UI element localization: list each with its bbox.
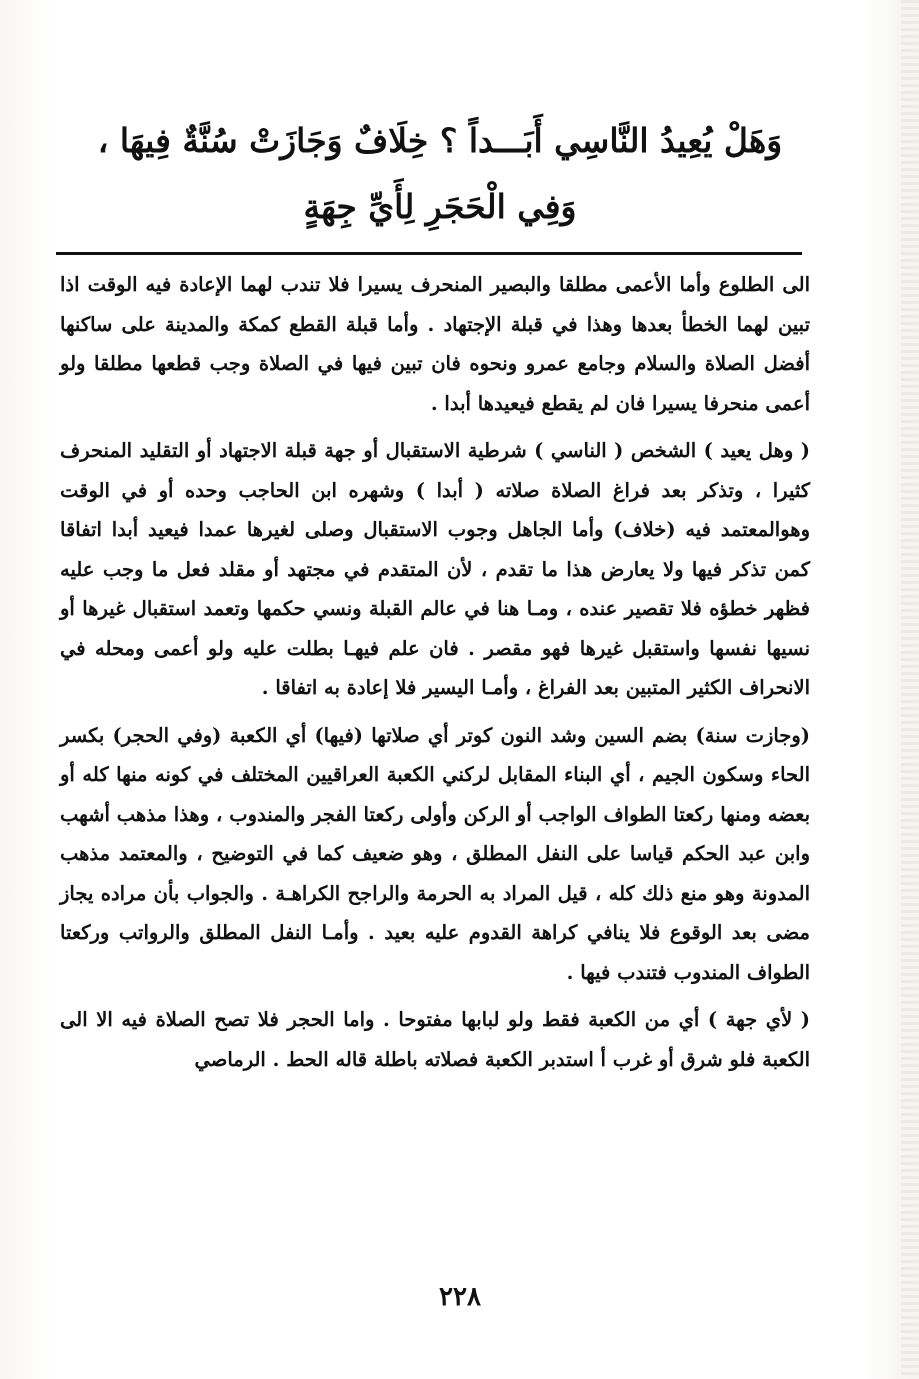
paragraph-2: ( وهل يعيد ) الشخص ( الناسي ) شرطية الاستقبال أو جهة قبلة الاجتهاد أو التقليد المنحرف كثيرا ، وتذكر بعد فراغ الصلاة صلاته ( أبدا ) وشهره ابن الحاجب وحده أو في الوقت وهوالمعتمد فيه (خلاف) وأما الجاهل وجوب الاستقبال وصلى لغيرها عمدا فيعيد أبدا اتفاقا كمن تذكر فيها ولا يعارض هذا ما تقدم ، لأن المتقدم في مجتهد أو مقلد فعل ما وجب عليه فظهر خطؤه فلا تقصير عنده ، ومـا هنا في عالم القبلة ونسي حكمها وتعمد استقبال غيرها أو نسيها نفسها واستقبل غيرها فهو مقصر . فان علم فيهـا بطلت عليه ولو أعمى ومحله في الانحراف الكثير المتبين بعد الفراغ ، وأمـا اليسير فلا إعادة به اتفاقا . — [60, 439, 810, 699]
body-text — [60, 265, 810, 1079]
scan-edge — [901, 0, 919, 1379]
header-divider — [56, 252, 802, 255]
page-number: ٢٢٨ — [439, 1282, 481, 1312]
paragraph-1: الى الطلوع وأما الأعمى مطلقا والبصير المنحرف يسيرا فلا تندب لهما الإعادة فيه الوقت اذا تبين لهما الخطأ بعدها وهذا في قبلة الإجتهاد . وأما قبلة القطع كمكة والمدينة على ساكنها أفضل الصلاة والسلام وجامع عمرو ونحوه فان تبين فيها في الصلاة وجب قطعها مطلقا ولو أعمى منحرفا يسيرا فان لم يقطع فيعيدها أبدا . — [60, 273, 810, 415]
paragraph-4: ( لأي جهة ) أي من الكعبة فقط ولو لبابها مفتوحا . واما الحجر فلا تصح الصلاة فيه الا الى الكعبة فلو شرق أو غرب أ استدبر الكعبة فصلاته باطلة قاله الحط . الرماصي — [60, 1008, 810, 1071]
header-line-1: وَهَلْ يُعِيدُ النَّاسِي أَبَـــداً ؟ خِلَافٌ وَجَازَتْ سُنَّةٌ فِيهَا ، — [97, 121, 783, 160]
header-line-2: وَفِي الْحَجَرِ لِأَيِّ جِهَةٍ — [303, 187, 577, 226]
page-header — [80, 108, 800, 240]
paragraph-3: (وجازت سنة) بضم السين وشد النون كوتر أي صلاتها (فيها) أي الكعبة (وفي الحجر) بكسر الحاء وسكون الجيم ، أي البناء المقابل لركني الكعبة العراقيين المختلف في كونه منها كله أو بعضه ومنها ركعتا الطواف الواجب أو الركن وأولى ركعتا الفجر والمندوب ، وهذا مذهب أشهب وابن عبد الحكم قياسا على النفل المطلق ، وهو ضعيف كما في التوضيح ، والمعتمد مذهب المدونة وهو منع ذلك كله ، قيل المراد به الحرمة والراجح الكراهـة . والجواب بأن مراده يجاز مضى بعد الوقوع فلا ينافي كراهة القدوم عليه بعيد . وأمـا النفل المطلق والرواتب وركعتا الطواف المندوب فتندب فيها . — [60, 723, 810, 984]
